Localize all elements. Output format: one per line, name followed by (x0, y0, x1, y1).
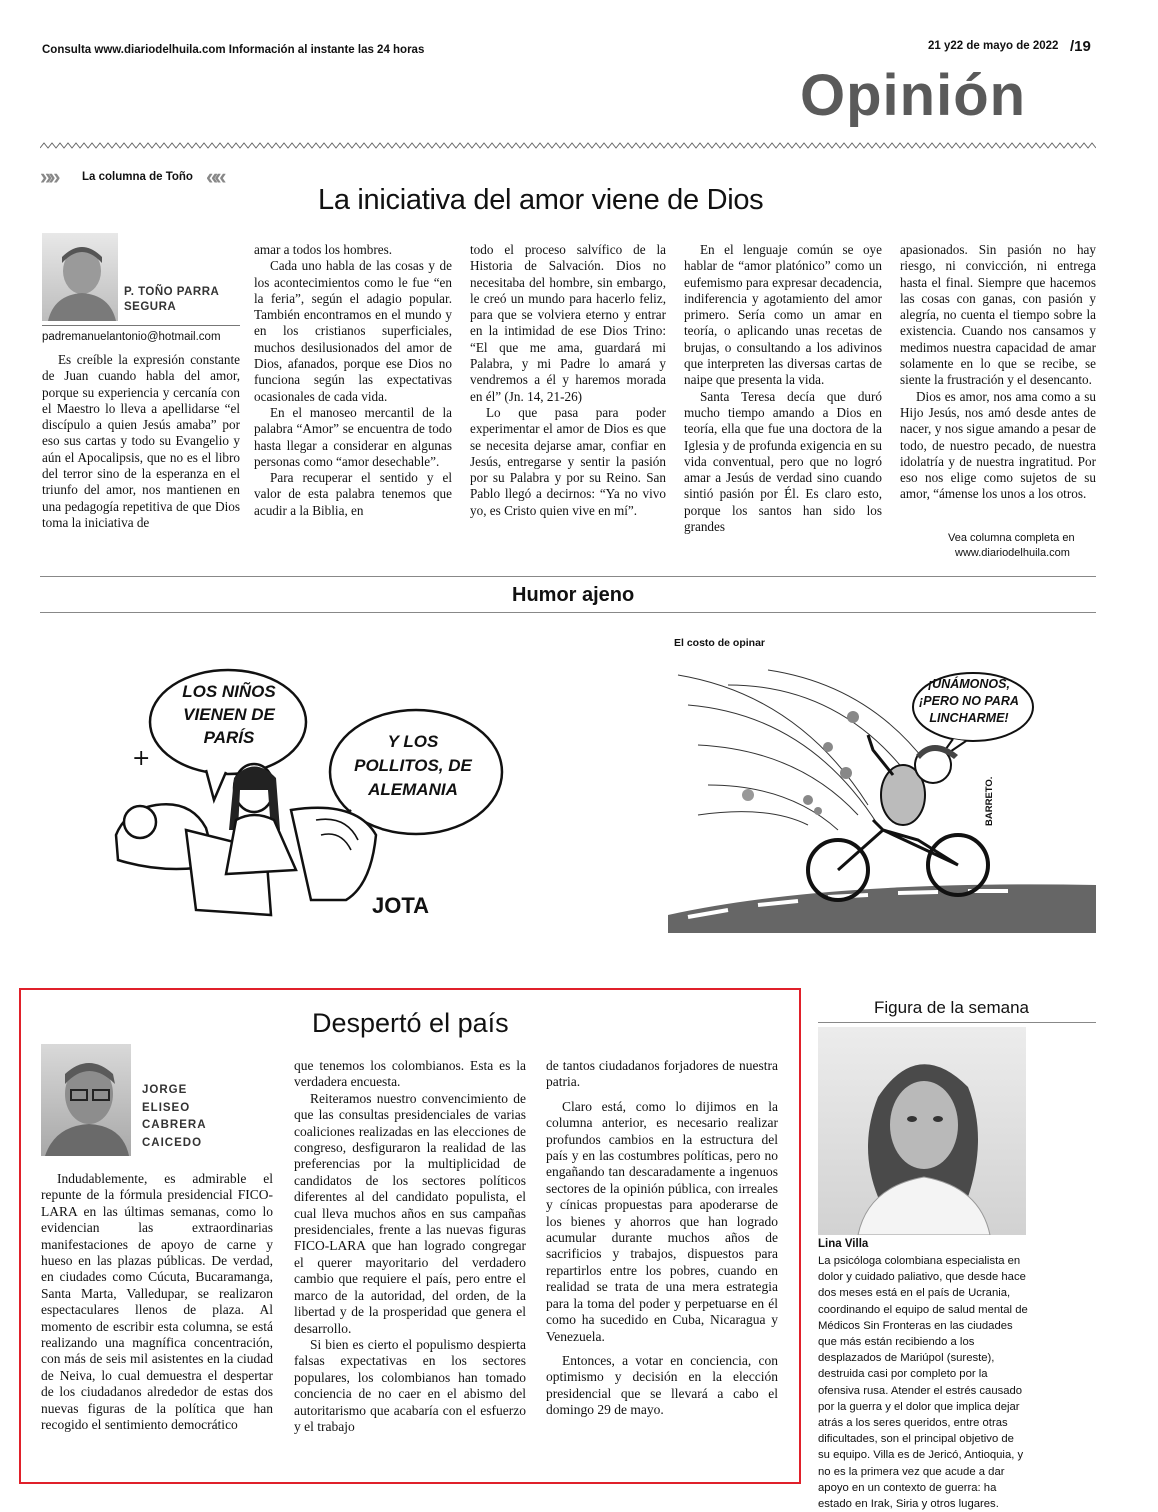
desperto-column-1 (41, 1171, 273, 1434)
tono-column-5 (900, 242, 1096, 503)
humor-section-title: Humor ajeno (512, 584, 635, 606)
paragraph: de tantos ciudadanos forjadores de nuestra patria. (546, 1058, 778, 1090)
tono-column-1 (42, 352, 240, 531)
author-photo (41, 1044, 131, 1156)
column-kicker: La columna de Toño (82, 171, 193, 183)
paragraph: En el lenguaje común se oye hablar de “amor platónico” como un eufemismo para expresar decadencia, indiferencia y agotamiento del amor primero. Sería como un amar en teoría, o aplicando unas recetas de brujas, o consultando a los adivinos que interpreten las diversas cartas de naipe que presenta la vida. (684, 242, 882, 388)
issue-date: 21 y22 de mayo de 2022 (928, 40, 1059, 52)
section-title: Opinión (800, 63, 1027, 128)
author-name-line: CABRERA (142, 1119, 207, 1131)
paragraph: Lo que pasa para poder experimentar el amor de Dios es que se necesita dejarse amar, confiar en Jesús, entregarse y sentir la pasión por su Palabra y por su Reino. San Pablo llegó a decirnos: “Ya no vivo yo, es Cristo quien vive en mí”. (470, 404, 666, 518)
author-email: padremanuelantonio@hotmail.com (42, 331, 221, 343)
desperto-column-3 (546, 1058, 778, 1419)
zigzag-divider (40, 142, 1096, 154)
paragraph: Dios es amor, nos ama como a su Hijo Jesús, nos amó desde antes de nacer, y nos sigue amando a pesar de todo, de nuestro pecado, de nuestra idolatría y de nuestra ingratitud. Por eso nos elige como sujetos de su amor, “ámense los unos a los otros. (900, 388, 1096, 502)
paragraph: Para recuperar el sentido y el valor de esta palabra tenemos que acudir a la Biblia, en (254, 470, 452, 518)
paragraph: todo el proceso salvífico de la Historia de Salvación. Dios no necesitaba del hombre, sin embargo, le creó un mundo para hacerlo feliz, para que se volviera eterno y entrar en la intimidad de ese Dios Trino: “El que me ama, guardará mi Palabra, y mi Padre lo amará y vendremos a él y haremos morada en él” (Jn. 14, 21-26) (470, 242, 666, 404)
cartoon-left-bubble-1: LOS NIÑOS VIENEN DE PARÍS (182, 682, 276, 747)
figura-title-rule (818, 1022, 1096, 1023)
humor-title-rule (40, 612, 1096, 613)
paragraph: Cada uno habla de las cosas y de los acontecimientos como le fue “en la feria”, según el adagio popular. También encontramos en el mundo y en los cristianos superficiales, muchos desilusionados del amor de Dios, afanados, porque ese Dios no funciona según las expectativas ocasionales de cada vida. (254, 258, 452, 404)
tono-column-3 (470, 242, 666, 519)
page-number: /19 (1070, 38, 1091, 55)
figura-section-title: Figura de la semana (874, 998, 1029, 1017)
tono-column-4 (684, 242, 882, 535)
read-more-label: Vea columna completa en (948, 532, 1075, 544)
cartoon-left-bubble-2: Y LOS POLLITOS, DE ALEMANIA (354, 732, 472, 799)
chevrons-right-icon: «« (206, 164, 223, 189)
chevrons-left-icon: »» (40, 164, 57, 189)
read-more-link[interactable]: www.diariodelhuila.com (955, 547, 1070, 559)
svg-text:+: + (132, 746, 151, 771)
author-photo (42, 233, 118, 321)
paragraph: Reiteramos nuestro convencimiento de que las consultas presidenciales de varias coaliciones realizadas en las elecciones de congreso, desfiguraron la realidad de las preferencias por la multiplicidad de candidatos de los sectores políticos diferentes al del candidato populista, el cual lleva muchos años en sus campañas presidenciales, frente a las nuevas figuras FICO-LARA que han logrado congregar el querer mayoritario del verdadero cambio que requiere el país, pero entre el marco de la autoridad, del orden, de la libertad y de la prosperidad que genera el desarrollo. (294, 1090, 526, 1336)
paragraph: Entonces, a votar en conciencia, con optimismo y decisión en la elección presidencial que se llevará a cabo el domingo 29 de mayo. (546, 1352, 778, 1418)
figura-text: La psicóloga colombiana especialista en dolor y cuidado paliativo, que desde hace dos meses está en el país de Ucrania, coordinando el equipo de salud mental de Médicos Sin Fronteras en las ciudades que más están recibiendo a los desplazados de Mariúpol (sureste), destruida casi por completo por la ofensiva rusa. Atender el estrés causado por la guerra y el dolor que implica dejar atrás a los seres queridos, entre otras dificultades, son el principal objetivo de su equipo. Villa es de Jericó, Antioquia, y no es la primera vez que acude a dar apoyo en un contexto de guerra: ha estado en Irak, Siria y otros lugares. (818, 1255, 1028, 1511)
paragraph: Indudablemente, es admirable el repunte de la fórmula presidencial FICO-LARA en las últimas semanas, como lo evidencian las extraordinarias manifestaciones de apoyo de carne y hueso en las plazas públicas. De verdad, en ciudades como Cúcuta, Bucaramanga, Santa Marta, Valledupar, se realizaron espectaculares llenos de plaza. Al momento de escribir esta columna, se está realizando una magnífica concentración, con más de seis mil asistentes en la ciudad de Neiva, lo cual demuestra el despertar de los ciudadanos alrededor de estas dos nuevas figuras de la política que han recogido el sentimiento democrático (41, 1171, 273, 1433)
author-name-line: JORGE (142, 1084, 188, 1096)
figura-portrait-icon (818, 1027, 1026, 1235)
cartoon-barreto (668, 655, 1096, 933)
desperto-headline: Despertó el país (312, 1008, 509, 1038)
paragraph: Santa Teresa decía que duró mucho tiempo amando a Dios en teoría, ella que fue una doctora de la Iglesia y de profunda exigencia en su vida conventual, pero que no logró amar a Jesús de verdad sino cuando sintió pasión por Él. Es claro esto, porque los santos han sido los grandes (684, 388, 882, 535)
desperto-column-2 (294, 1058, 526, 1435)
paragraph: Es creíble la expresión constante de Juan cuando habla del amor, porque su experiencia y cercanía con el Maestro lo lleva a apellidarse “el discípulo a quien Jesús amaba” por eso sus cartas y todo su Evangelio y aún el Apocalipsis, que no es el libro del terror sino de la esperanza en el triunfo del amor, nos mantienen en una pedagogía repetitiva de que Dios toma la iniciativa de (42, 352, 240, 530)
author-name: P. TOÑO PARRA SEGURA (124, 286, 219, 313)
paragraph: apasionados. Sin pasión no hay riesgo, ni convicción, ni entrega hasta el final. Siempre que hacemos las cosas con ganas, con pasión y alegría, no cuenta el tiempo sobre la existencia. Cuando nos cansamos y medimos nuestra capacidad de amar solamente en lo que se recibe, se siente la frustración y el desencanto. (900, 242, 1096, 388)
author-name-line: CAICEDO (142, 1136, 203, 1149)
paragraph: En el manoseo mercantil de la palabra “Amor” se encuentra de todo hasta llegar a considerar en algunas personas como “amor desechable”. (254, 404, 452, 469)
site-banner: Consulta www.diariodelhuila.com Información al instante las 24 horas (42, 44, 425, 56)
humor-top-rule (40, 576, 1096, 577)
paragraph: Si bien es cierto el populismo despierta falsas expectativas en los sectores populares, los colombianos han tomado conciencia de no caer en el abismo del autoritarismo que acabaría con el esfuerzo y el trabajo (294, 1336, 526, 1434)
cartoon-right-bubble: ¡UNÁMONOS, ¡PERO NO PARA LINCHARME! (919, 677, 1019, 725)
cartoon-left-signature: JOTA (372, 893, 430, 918)
author-portrait-icon (42, 233, 118, 321)
author-rule (42, 325, 240, 326)
author-portrait-icon (41, 1044, 131, 1156)
figura-name: Lina Villa (818, 1238, 869, 1250)
paragraph: amar a todos los hombres. (254, 242, 393, 257)
column-headline: La iniciativa del amor viene de Dios (318, 184, 764, 216)
paragraph: Claro está, como lo dijimos en la columna anterior, es necesario realizar profundos cambios en la estructura del país y en las costumbres políticas, pero no engañando tan descaradamente a ingenuos sectores de la opinión pública, con irreales y cínicas propuestas para apoderarse de los bienes y ahorros que han logrado acumular durante muchos años de sacrificios y trabajos, dispuestos para repartirlos entre los pobres, cuando en realidad se trata de una mera estrategia para la toma del poder y perpetuarse en él como ha sucedido en Cuba, Nicaragua y Venezuela. (546, 1098, 778, 1344)
cartoon-drawing-icon (668, 655, 1096, 933)
author-name-line: ELISEO (142, 1101, 191, 1114)
paragraph: que tenemos los colombianos. Esta es la verdadera encuesta. (294, 1058, 526, 1090)
tono-column-2 (254, 242, 452, 519)
cartoon-right-signature: BARRETO. (984, 776, 995, 826)
cartoon-right-caption: El costo de opinar (674, 637, 766, 649)
author-name (142, 1082, 207, 1152)
figura-photo (818, 1027, 1026, 1235)
